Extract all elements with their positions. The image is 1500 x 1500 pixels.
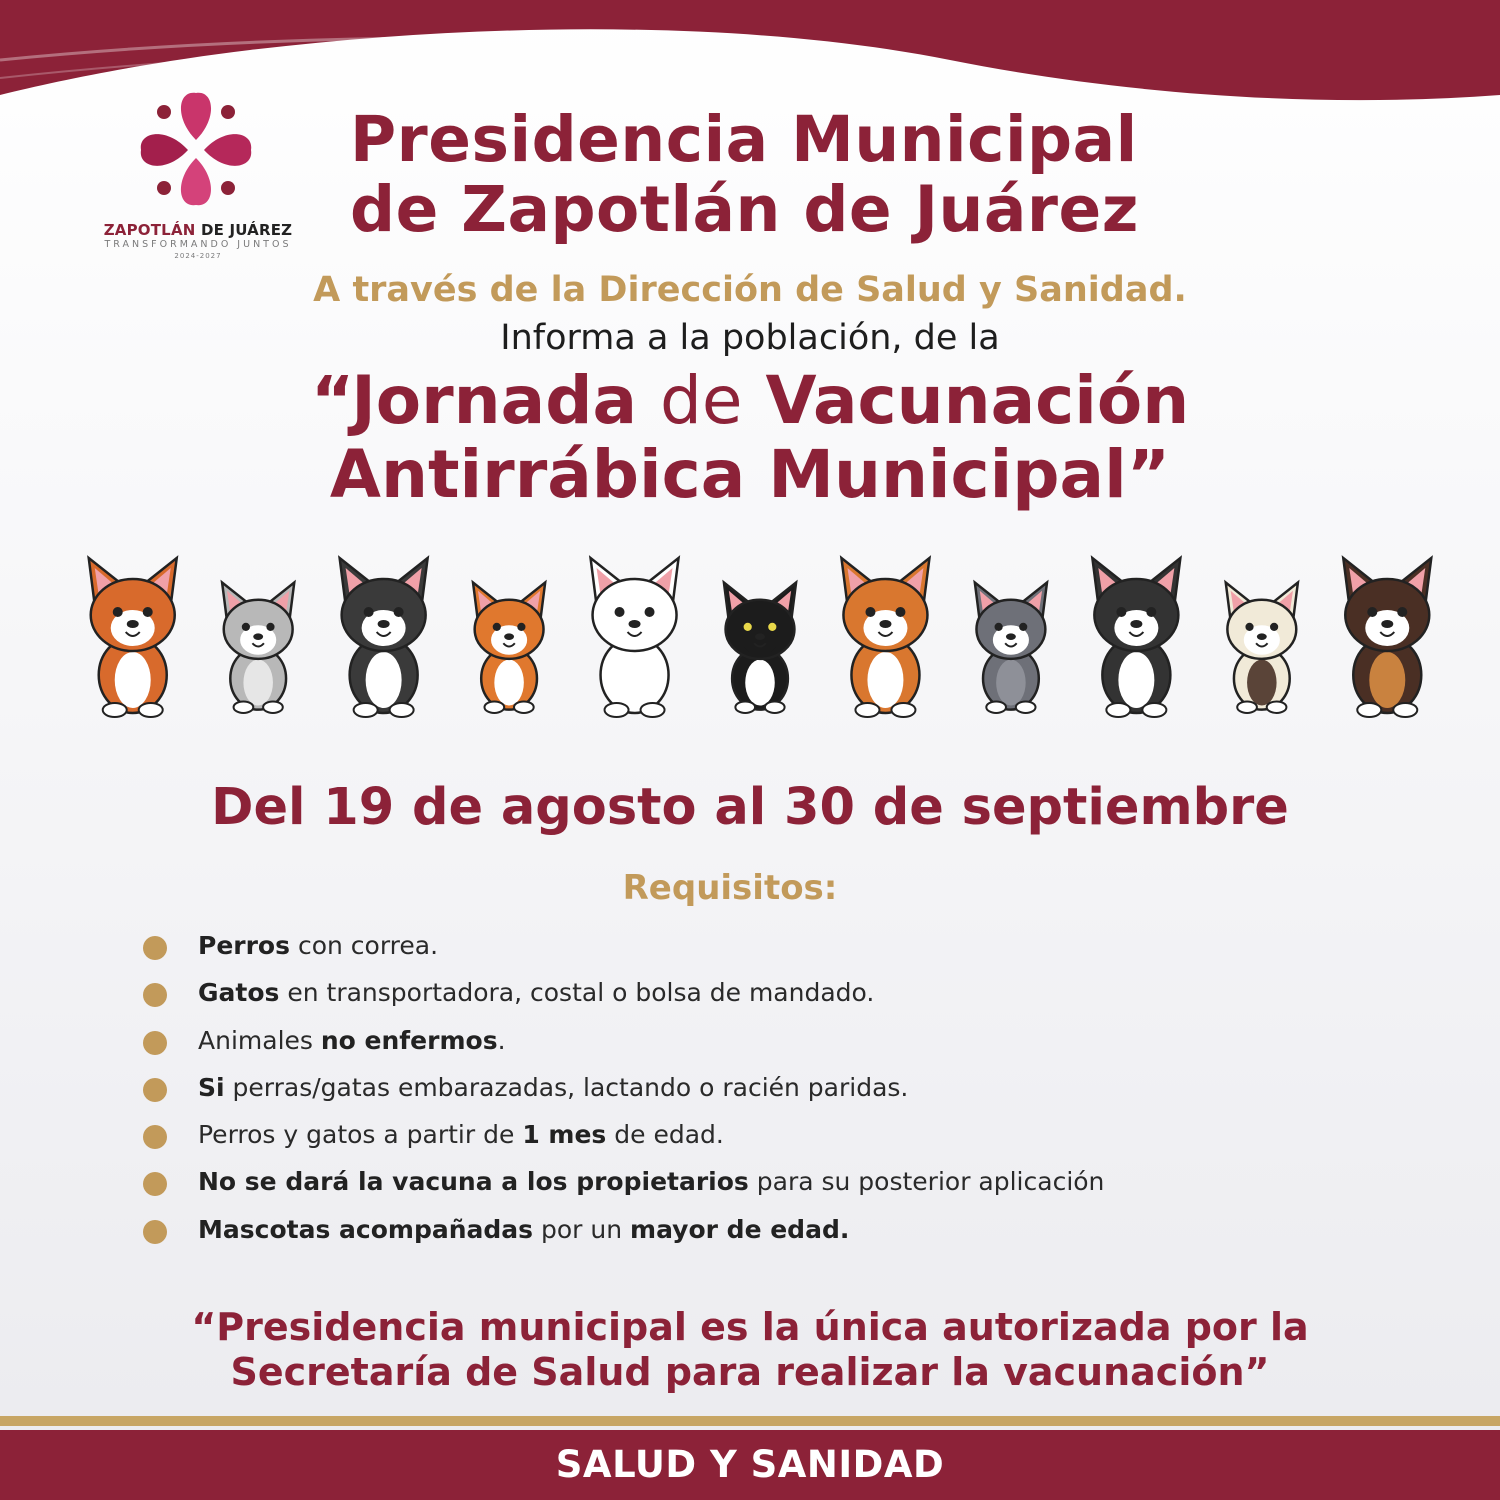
requirements-title: Requisitos: bbox=[622, 868, 838, 908]
req-text: en transportadora, costal o bolsa de mandado. bbox=[279, 978, 875, 1008]
bullet-dot-icon bbox=[143, 936, 167, 960]
bullet-dot-icon bbox=[143, 1172, 167, 1196]
req-text: Animales bbox=[198, 1025, 321, 1055]
logo-tagline: TRANSFORMANDO JUNTOS bbox=[104, 239, 292, 250]
quote-line-2: Secretaría de Salud para realizar la vacunación” bbox=[230, 1350, 1270, 1394]
subtitle-direccion: A través de la Dirección de Salud y Sanidad. bbox=[313, 270, 1187, 310]
footer-bar bbox=[0, 1430, 1500, 1500]
requirement-item bbox=[140, 1111, 1340, 1158]
req-text: Perros y gatos a partir de bbox=[198, 1120, 523, 1150]
req-text: de edad. bbox=[606, 1120, 724, 1150]
req-bold: mayor de edad. bbox=[630, 1214, 850, 1244]
gold-divider bbox=[0, 1416, 1500, 1426]
requirement-item bbox=[140, 1064, 1340, 1111]
logo-word-zapotlan: ZAPOTLÁN bbox=[103, 221, 196, 239]
event-word-de: de bbox=[659, 362, 743, 439]
shiba-icon bbox=[841, 558, 929, 717]
municipal-logo bbox=[88, 86, 308, 266]
req-bold: No se dará la vacuna a los propietarios bbox=[198, 1167, 749, 1197]
bullet-dot-icon bbox=[143, 1031, 167, 1055]
req-text: por un bbox=[533, 1214, 631, 1244]
corgi-icon bbox=[89, 558, 177, 717]
req-bold: 1 mes bbox=[522, 1120, 607, 1150]
requirement-item bbox=[140, 969, 1340, 1016]
pets-illustration-row bbox=[70, 540, 1450, 720]
brown-puppy-icon bbox=[1343, 558, 1431, 717]
req-text: para su posterior aplicación bbox=[748, 1167, 1105, 1197]
bullet-dot-icon bbox=[143, 1078, 167, 1102]
date-range: Del 19 de agosto al 30 de septiembre bbox=[211, 778, 1289, 837]
siamese-cat-icon bbox=[1226, 583, 1298, 713]
gray-cat-icon bbox=[975, 583, 1047, 713]
req-bold: Perros bbox=[198, 931, 290, 960]
event-word-vacunacion: Vacunación bbox=[765, 362, 1190, 439]
logo-years: 2024-2027 bbox=[174, 252, 222, 260]
tabby-cat-icon bbox=[222, 583, 294, 713]
orange-cat-icon bbox=[473, 583, 545, 713]
req-bold: Gatos bbox=[198, 978, 280, 1008]
requirement-item bbox=[140, 1158, 1340, 1205]
bullet-dot-icon bbox=[143, 983, 167, 1007]
black-cat-icon bbox=[724, 583, 796, 713]
req-text: . bbox=[497, 1025, 506, 1055]
req-bold: no enfermos bbox=[320, 1025, 498, 1055]
req-bold: Si bbox=[198, 1072, 225, 1102]
req-bold: Mascotas acompañadas bbox=[198, 1214, 534, 1244]
open-quote: “ bbox=[310, 362, 352, 439]
event-title-line-2: Antirrábica Municipal” bbox=[329, 436, 1171, 513]
quote-line-1: “Presidencia municipal es la única autorizada por la bbox=[191, 1305, 1309, 1349]
event-title-line-1 bbox=[0, 362, 1500, 439]
requirement-item bbox=[140, 1017, 1340, 1064]
title-line-1: Presidencia Municipal bbox=[350, 103, 1138, 176]
logo-wordmark bbox=[88, 221, 308, 239]
event-word-jornada: Jornada bbox=[351, 362, 637, 439]
footer-label: SALUD Y SANIDAD bbox=[555, 1443, 945, 1486]
req-text: con correa. bbox=[290, 931, 439, 960]
req-text: perras/gatas embarazadas, lactando o racién paridas. bbox=[224, 1072, 909, 1102]
requirement-item bbox=[140, 1206, 1340, 1253]
logo-word-dejuarez: DE JUÁREZ bbox=[200, 221, 293, 239]
requirement-item bbox=[140, 922, 1340, 969]
bull-terrier-icon bbox=[591, 558, 679, 717]
boston-terrier-icon bbox=[1092, 558, 1180, 717]
bullet-dot-icon bbox=[143, 1125, 167, 1149]
informa-text: Informa a la población, de la bbox=[500, 318, 1000, 358]
husky-icon bbox=[340, 558, 428, 717]
flower-emblem-icon bbox=[88, 86, 308, 216]
bullet-dot-icon bbox=[143, 1220, 167, 1244]
title-line-2: de Zapotlán de Juárez bbox=[350, 173, 1139, 246]
requirements-list bbox=[140, 922, 1340, 1253]
